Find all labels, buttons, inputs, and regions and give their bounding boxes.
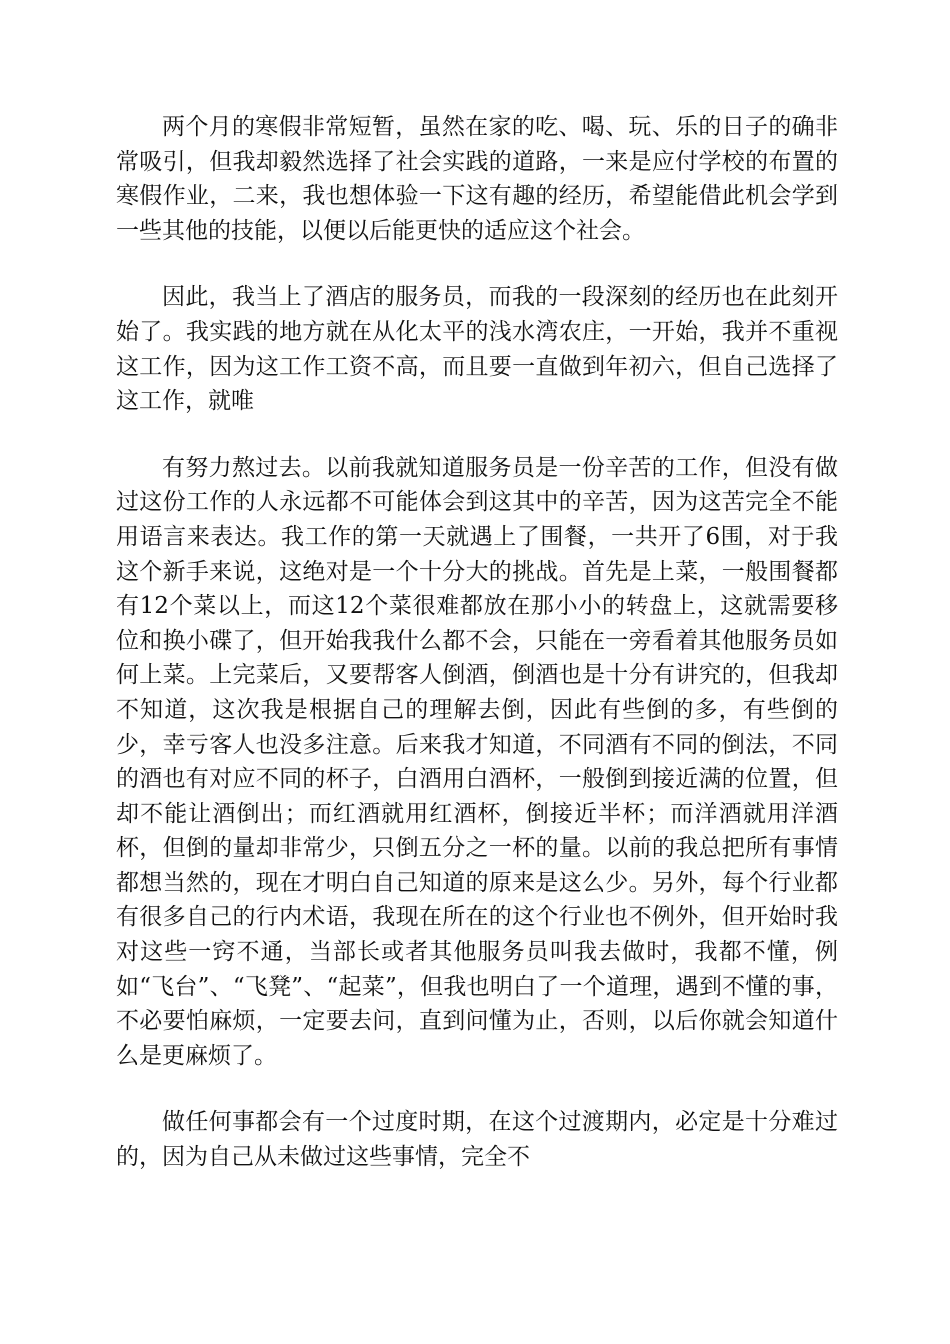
paragraph-winter-vacation: 两个月的寒假非常短暂，虽然在家的吃、喝、玩、乐的日子的确非常吸引，但我却毅然选择了社会实践的道路，一来是应付学校的布置的寒假作业，二来，我也想体验一下这有趣的经历，希望能借此机会学到一些其他的技能，以便以后能更快的适应这个社会。 (116, 114, 838, 244)
paragraph-hard-work: 有努力熬过去。以前我就知道服务员是一份辛苦的工作，但没有做过这份工作的人永远都不可能体会到这其中的辛苦，因为这苦完全不能用语言来表达。我工作的第一天就遇上了围餐，一共开了6围，对于我这个新手来说，这绝对是一个十分大的挑战。首先是上菜，一般围餐都有12个菜以上，而这12个菜很难都放在那小小的转盘上，这就需要移位和换小碟了，但开始我我什么都不会，只能在一旁看着其他服务员如何上菜。上完菜后，又要帮客人倒酒，倒酒也是十分有讲究的，但我却不知道，这次我是根据自己的理解去倒，因此有些倒的多，有些倒的少，幸亏客人也没多注意。后来我才知道，不同酒有不同的倒法，不同的酒也有对应不同的杯子，白酒用白酒杯，一般倒到接近满的位置，但却不能让酒倒出；而红酒就用红酒杯，倒接近半杯；而洋酒就用洋酒杯，但倒的量却非常少，只倒五分之一杯的量。以前的我总把所有事情都想当然的，现在才明白自己知道的原来是这么少。另外，每个行业都有很多自己的行内术语，我现在所在的这个行业也不例外，但开始时我对这些一窍不通，当部长或者其他服务员叫我去做时，我都不懂，例如“飞台”、“飞凳”、“起菜”，但我也明白了一个道理，遇到不懂的事，不必要怕麻烦，一定要去问，直到问懂为止，否则，以后你就会知道什么是更麻烦了。 (116, 454, 838, 1069)
paragraph-hotel-waiter: 因此，我当上了酒店的服务员，而我的一段深刻的经历也在此刻开始了。我实践的地方就在从化太平的浅水湾农庄，一开始，我并不重视这工作，因为这工作工资不高，而且要一直做到年初六，但自己选择了这工作，就唯 (116, 284, 838, 415)
paragraph-transition-period: 做任何事都会有一个过度时期，在这个过渡期内，必定是十分难过的，因为自己从未做过这些事情，完全不 (116, 1109, 838, 1171)
